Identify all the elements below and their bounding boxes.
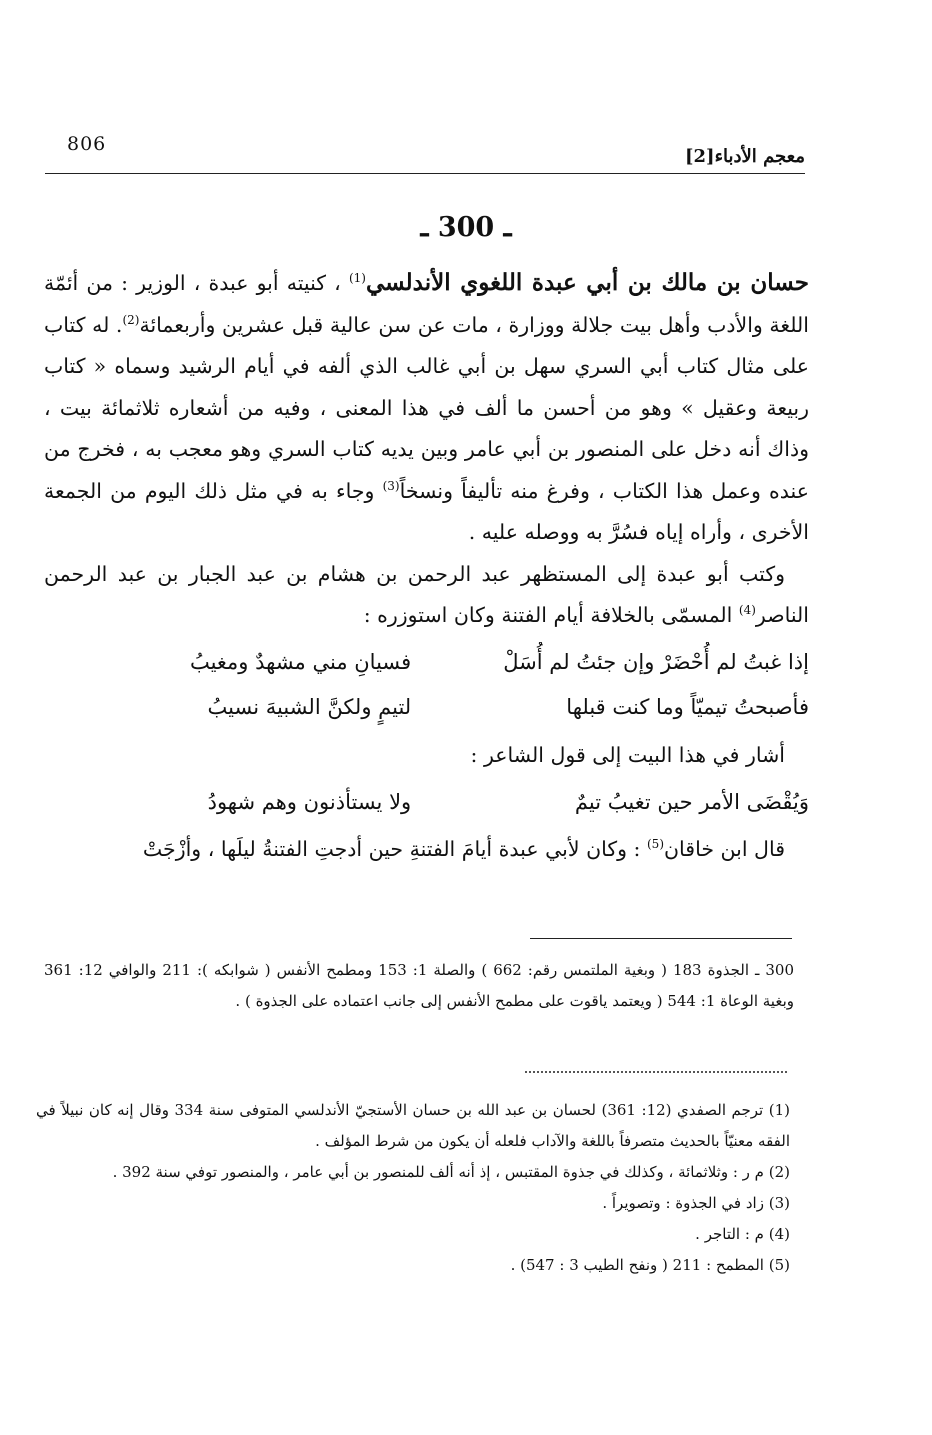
entry-body [44, 262, 809, 871]
intro-text-end: وجاء به في مثل ذلك اليوم من الجمعة الأخرى ، وأراه إياه فسُرَّ به ووصله عليه . [44, 478, 809, 544]
quote-intro: قال ابن خاقان [664, 837, 785, 861]
paragraph-ibn-khaqan [44, 829, 809, 871]
footnote-1: (1) ترجم الصفدي (12: 361) لحسان بن عبد الله بن حسان الأستجيّ الأندلسي المتوفى سنة 334 وقال إنه كان نبيلاً في الفقه معنيّاً بالحديث متصرفاً باللغة والآداب فلعله أن يكون من شرط المؤلف . [36, 1101, 791, 1150]
verse-hemistich-first: وَيُقْضَى الأمر حين تغيبُ تيمٌ [574, 789, 809, 814]
person-name: حسان بن مالك بن أبي عبدة اللغوي الأندلسي [365, 269, 809, 296]
verse-line [44, 686, 809, 731]
source-note: 300 ـ الجذوة 183 ( وبغية الملتمس رقم: 662 ) والصلة 1: 153 ومطمح الأنفس ( شوابكه ): 211 والوافي 12: 361 وبغية الوعاة 1: 544 ( ويعتمد ياقوت على مطمح الأنفس إلى جانب اعتماده على الجذوة ) . [44, 961, 794, 1010]
footnote-ref-3: (3) [382, 478, 400, 493]
letter-text: وكتب أبو عبدة إلى المستظهر عبد الرحمن بن هشام بن عبد الجبار بن عبد الرحمن الناصر [44, 561, 809, 627]
verse-line [44, 641, 809, 686]
verse-hemistich-first: فأصبحتُ تيميّاً وما كنت قبلها [566, 695, 809, 720]
footnote-ref-5: (5) [646, 837, 664, 852]
paragraph-intro [44, 262, 809, 554]
intro-text-cont: . له كتاب على مثال كتاب أبي السري سهل بن أبي غالب الذي ألفه في أيام الرشيد وسماه « كتاب ربيعة وعقيل » وهو من أحسن ما ألف في هذا المعنى ، وفيه من أشعاره ثلاثمائة بيت ، وذاك أنه دخل على المنصور بن أبي عامر وبين يديه كتاب السري وهو معجب به ، فخرج من عنده وعمل هذا الكتاب ، وفرغ منه تأليفاً ونسخاً [44, 312, 809, 503]
entry-number: ـ 300 ـ [420, 212, 512, 243]
dotted-divider [525, 1071, 787, 1073]
verse-hemistich-first: إذا غبتُ لم أُحْضَرْ وإن جئتُ لم أُسَلْ [503, 650, 809, 675]
footnote-ref-4: (4) [738, 603, 756, 618]
quoted-verse-block [44, 780, 809, 825]
footnote-ref-2: (2) [122, 312, 140, 327]
footnote-5: (5) المطمح : 211 ( ونفح الطيب 3 : 547) . [510, 1256, 790, 1274]
verse-line [44, 780, 809, 825]
page-number: 806 [67, 133, 107, 155]
poem-block [44, 641, 809, 731]
footnote-3: (3) زاد في الجذوة : وتصويراً . [602, 1194, 790, 1212]
quote-text: : وكان لأبي عبدة أيامَ الفتنةِ حين أدجتِ الفتنةُ ليلَها ، وأزْجَتْ [142, 837, 641, 861]
paragraph-letter [44, 554, 809, 637]
page-header [45, 133, 805, 174]
paragraph-allusion: أشار في هذا البيت إلى قول الشاعر : [470, 742, 785, 767]
verse-hemistich-second: لتيمٍ ولكنَّ الشبيهَ نسيبُ [207, 695, 412, 720]
verse-hemistich-second: ولا يستأذنون وهم شهودُ [207, 789, 412, 814]
running-title: معجم الأدباء[2] [684, 146, 805, 167]
verse-hemistich-second: فسيانِ مني مشهدٌ ومغيبُ [189, 650, 412, 675]
footnote-4: (4) م : التاجر . [695, 1225, 790, 1243]
footnotes [36, 1095, 790, 1281]
footnote-ref-1: (1) [348, 271, 366, 286]
footnote-2: (2) م ر : وثلاثمائة ، وكذلك في جذوة المقتبس ، إذ أنه ألف للمنصور بن أبي عامر ، والمنصور توفي سنة 392 . [112, 1163, 790, 1181]
intro-text: ، كنيته أبو عبدة ، الوزير : من أئمّة اللغة والأدب وأهل بيت جلالة ووزارة ، مات عن سن عالية قبل عشرين وأربعمائة [44, 271, 809, 337]
letter-text-end: المسمّى بالخلافة أيام الفتنة وكان استوزره : [363, 603, 733, 627]
footnote-separator [530, 938, 792, 939]
